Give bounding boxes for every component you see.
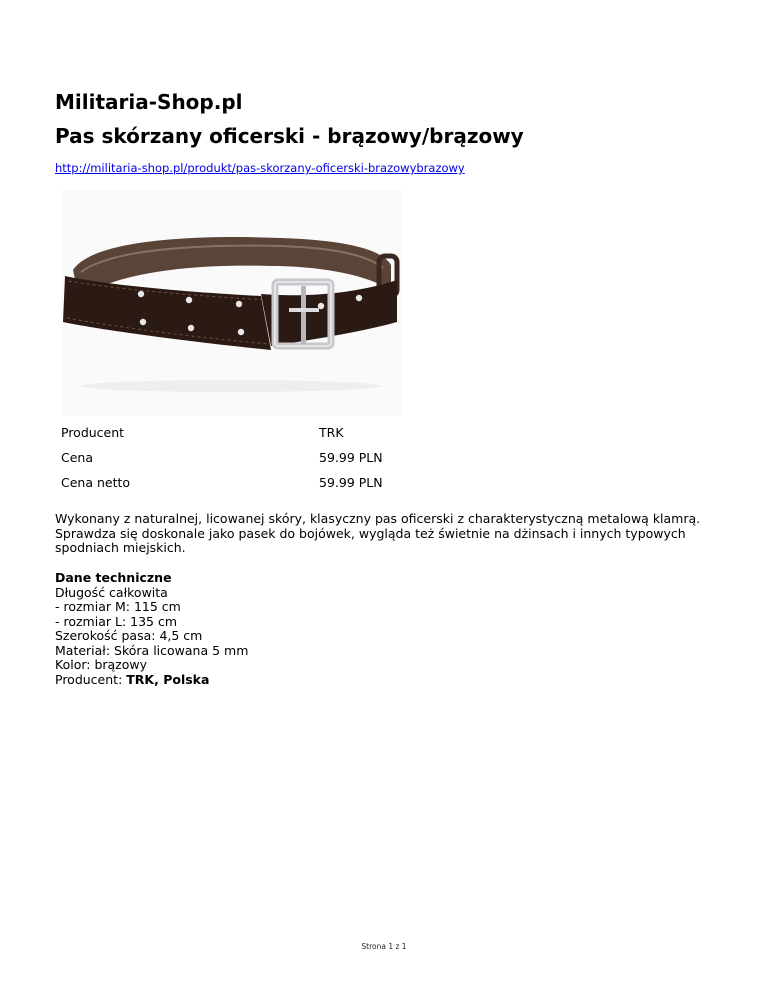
spec-label: Cena netto <box>61 475 131 490</box>
spec-row <box>61 445 421 470</box>
spec-row <box>61 420 421 445</box>
spec-value: 59.99 PLN <box>319 475 383 490</box>
spec-value: TRK <box>319 425 344 440</box>
technical-line: Materiał: Skóra licowana 5 mm <box>55 642 249 658</box>
product-description: Wykonany z naturalnej, licowanej skóry, klasyczny pas oficerski z charakterystyczną metalową klamrą. Sprawdza się doskonale jako pasek do bojówek, wygląda też świetnie na dżinsach i innych typowych spodniach miejskich. <box>55 511 701 555</box>
technical-line: Długość całkowita <box>55 584 168 600</box>
producer-line <box>55 673 715 688</box>
producer-value: TRK, Polska <box>126 671 210 687</box>
technical-line: - rozmiar M: 115 cm <box>55 599 181 614</box>
technical-line: Szerokość pasa: 4,5 cm <box>55 628 203 643</box>
spec-table <box>61 420 421 495</box>
spec-label: Producent <box>61 425 125 440</box>
producer-label: Producent: <box>55 671 127 687</box>
technical-heading: Dane techniczne <box>55 570 172 585</box>
technical-data <box>55 571 715 687</box>
spec-row <box>61 470 421 495</box>
product-link[interactable]: http://militaria-shop.pl/produkt/pas-skorzany-oficerski-brazowybrazowy <box>55 161 465 175</box>
spec-value: 59.99 PLN <box>319 450 383 465</box>
page-footer: Strona 1 z 1 <box>361 942 407 951</box>
technical-line: Kolor: brązowy <box>55 657 148 672</box>
belt-image <box>61 190 401 416</box>
shop-name: Militaria-Shop.pl <box>55 90 243 114</box>
spec-label: Cena <box>61 450 94 465</box>
technical-line: - rozmiar L: 135 cm <box>55 613 178 629</box>
product-image <box>61 190 401 416</box>
product-title: Pas skórzany oficerski - brązowy/brązowy <box>55 124 524 148</box>
